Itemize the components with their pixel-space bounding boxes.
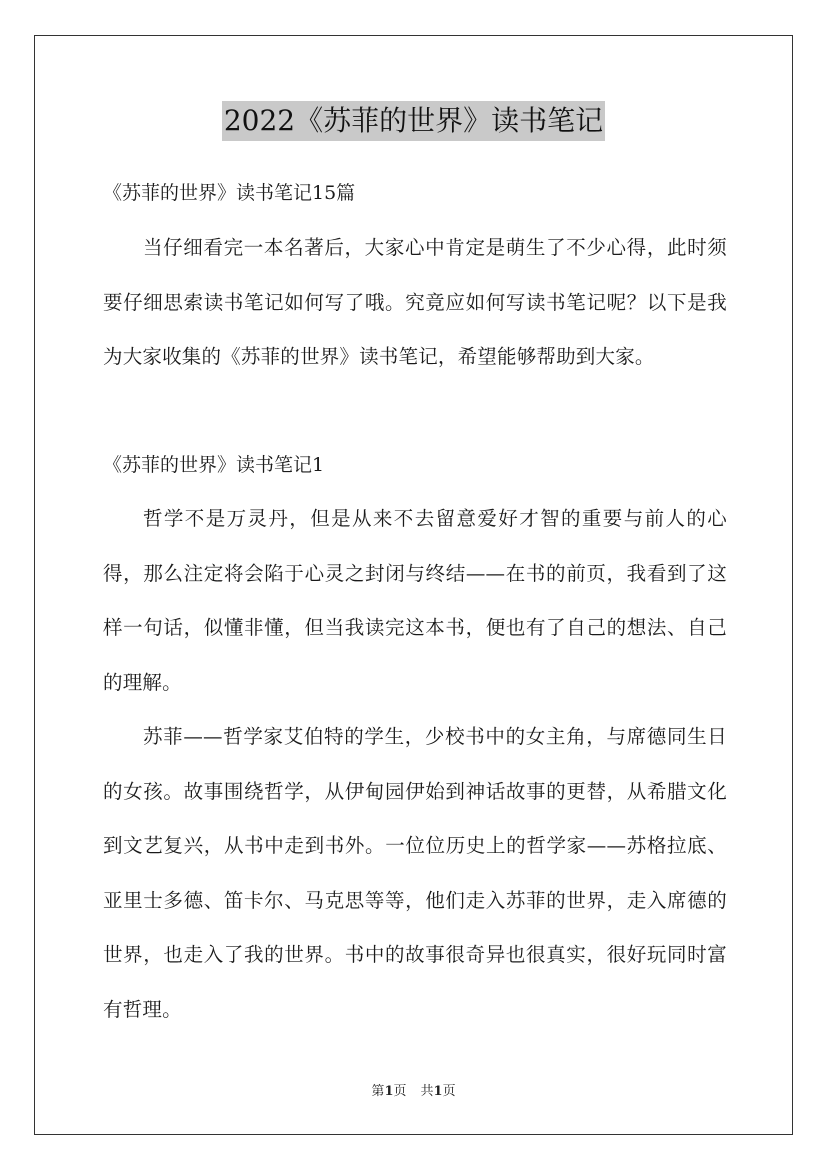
body-paragraph-1: 哲学不是万灵丹，但是从来不去留意爱好才智的重要与前人的心得，那么注定将会陷于心灵之封闭与终结——在书的前页，我看到了这样一句话，似懂非懂，但当我读完这本书，便也有了自己的想法、自己的理解。 xyxy=(103,507,727,694)
title-container xyxy=(0,101,827,141)
footer-page-prefix: 第 xyxy=(371,1084,385,1099)
intro-paragraph: 当仔细看完一本名著后，大家心中肯定是萌生了不少心得，此时须要仔细思索读书笔记如何写了哦。究竟应如何写读书笔记呢？以下是我为大家收集的《苏菲的世界》读书笔记，希望能够帮助到大家。 xyxy=(103,236,727,368)
body-paragraph-2: 苏菲——哲学家艾伯特的学生，少校书中的女主角，与席德同生日的女孩。故事围绕哲学，从伊甸园伊始到神话故事的更替，从希腊文化到文艺复兴，从书中走到书外。一位位历史上的哲学家——苏格拉底、亚里士多德、笛卡尔、马克思等等，他们走入苏菲的世界，走入席德的世界，也走入了我的世界。书中的故事很奇异也很真实，很好玩同时富有哲理。 xyxy=(103,725,727,1021)
footer-page-suffix: 页 xyxy=(393,1084,407,1099)
footer-total-prefix: 共 xyxy=(420,1084,434,1099)
footer-total-pages: 1 xyxy=(433,1084,443,1099)
page-footer xyxy=(0,1083,827,1101)
footer-page-number: 1 xyxy=(384,1084,394,1099)
section-heading: 《苏菲的世界》读书笔记1 xyxy=(103,454,325,476)
footer-total-suffix: 页 xyxy=(442,1084,456,1099)
document-subtitle: 《苏菲的世界》读书笔记15篇 xyxy=(103,182,356,204)
document-title: 2022《苏菲的世界》读书笔记 xyxy=(222,101,605,141)
